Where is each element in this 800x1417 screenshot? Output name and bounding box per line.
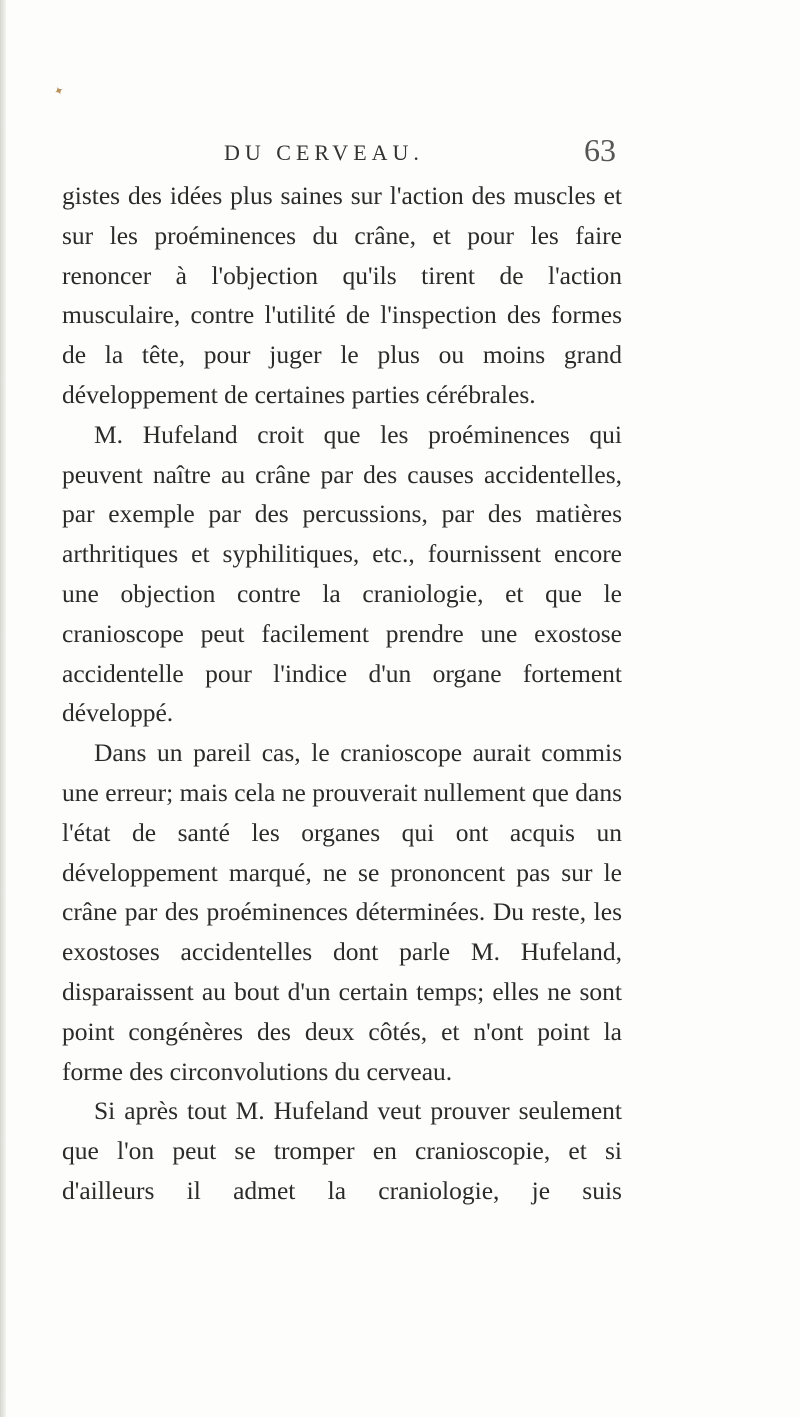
page-binding-edge [0, 0, 6, 1417]
paragraph-4: Si après tout M. Hufeland veut prouver seulement que l'on peut se tromper en cranioscopie, et si d'ailleurs il admet la craniologie, je suis [62, 1096, 622, 1205]
page-number: 63 [584, 132, 616, 168]
paragraph-1: gistes des idées plus saines sur l'action des muscles et sur les proéminences du crâne, et pour les faire renoncer à l'objection qu'ils tirent de l'action musculaire, contre l'utilité de l'inspection des formes de la tête, pour juger le plus ou moins grand développement de certaines parties cérébrales. [62, 181, 622, 409]
running-head: DU CERVEAU. [224, 140, 424, 165]
body-text [62, 176, 622, 1211]
paragraph-3: Dans un pareil cas, le cranioscope aurait commis une erreur; mais cela ne prouverait nullement que dans l'état de santé les organes qui ont acquis un développement marqué, ne se prononcent pas sur le crâne par des proéminences déterminées. Du reste, les exostoses accidentelles dont parle M. Hufeland, disparaissent au bout d'un certain temps; elles ne sont point congénères des deux côtés, et n'ont point la forme des circonvolutions du cerveau. [62, 738, 622, 1086]
paragraph-2: M. Hufeland croit que les proéminences qui peuvent naître au crâne par des causes accidentelles, par exemple par des percussions, par des matières arthritiques et syphilitiques, etc., fournissent encore une objection contre la craniologie, et que le cranioscope peut facilement prendre une exostose accidentelle pour l'indice d'un organe fortement développé. [62, 419, 622, 728]
page-header [0, 132, 800, 172]
ink-speck: ✦ [51, 82, 67, 100]
